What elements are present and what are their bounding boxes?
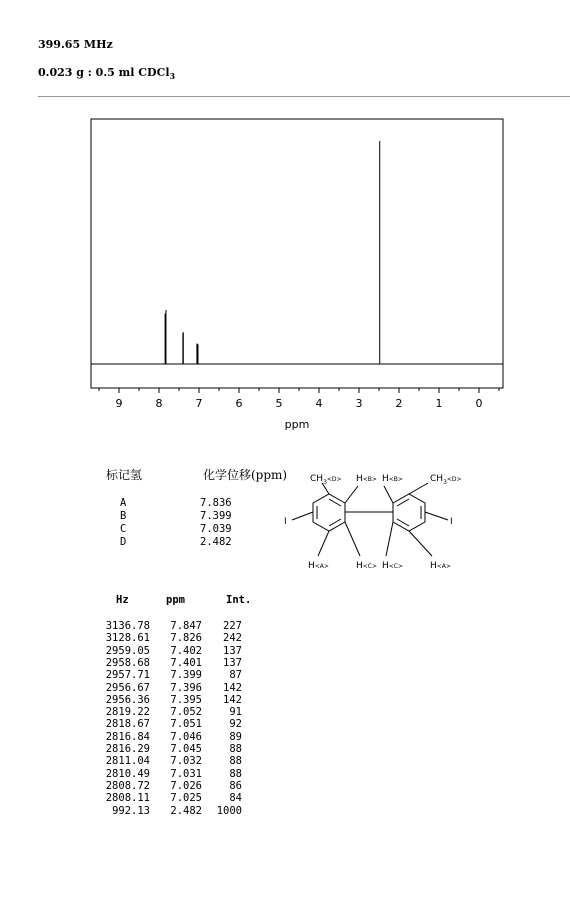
peak-int: 88 [229,755,242,768]
peak-table-row [98,694,242,706]
peak-table-row [98,682,242,694]
peak-hz: 992.13 [112,804,150,817]
peak-ppm: 7.402 [170,644,202,657]
peak-ppm: 7.401 [170,656,202,669]
peak-hz: 2958.68 [105,656,150,669]
structure-labels [284,474,462,571]
peak-ppm: 7.026 [170,779,202,792]
label-hc-left: H<C> [356,561,378,571]
bond-i-right [425,512,448,520]
peak-table-header-hz: Hz [116,594,129,606]
assignment-label-c: C [120,523,127,535]
peak-int: 89 [229,730,242,743]
x-tick-label-0: 0 [475,397,483,410]
peak-table-row [98,805,242,817]
assignment-label-b: B [120,510,127,522]
bond-hb-right [384,486,393,503]
peak-ppm: 7.826 [170,632,202,645]
peak-int: 88 [229,743,242,755]
peak-table-header-int: Int. [226,594,252,606]
x-axis-label: ppm [284,418,310,431]
peak-table-row [98,743,242,755]
peak-hz: 2811.04 [105,755,150,768]
assignment-header-label: 标记氢 [106,468,143,482]
label-hc-right: H<C> [382,561,404,571]
peak-ppm: 7.046 [170,730,202,743]
peak-table-row [98,718,242,730]
peak-int: 227 [223,620,242,632]
label-iodine-left: I [284,517,287,527]
peak-hz: 2956.36 [105,693,150,706]
peak-table-row [98,657,242,669]
peak-hz: 2957.71 [105,669,150,682]
label-hb-right: H<B> [382,474,403,484]
label-ha-right: H<A> [430,561,451,571]
peak-ppm: 7.399 [170,669,202,682]
peak-hz: 3136.78 [105,620,150,632]
bond-hb-left [345,486,358,503]
x-tick-label-7: 7 [195,397,203,410]
peak-ppm: 7.032 [170,755,202,768]
peak-int: 142 [223,693,242,706]
peak-int: 137 [223,656,242,669]
peak-ppm: 7.847 [170,620,202,632]
peak-ppm: 7.051 [170,718,202,731]
x-tick-label-6: 6 [235,397,243,410]
bond-ha-right [409,531,432,556]
peak-hz: 2808.72 [105,779,150,792]
peak-int: 137 [223,644,242,657]
sample-text: 0.023 g : 0.5 ml CDCl [38,66,170,79]
x-tick-label-3: 3 [355,397,363,410]
assignment-shift-a: 7.836 [200,497,232,509]
peak-int: 92 [229,718,242,731]
assignment-label-a: A [120,497,127,509]
peak-hz: 2810.49 [105,767,150,780]
sample-subscript: 3 [169,71,176,82]
assignment-shift-c: 7.039 [200,523,232,535]
label-iodine-right: I [450,517,453,527]
bond-i-left [292,512,313,520]
x-tick-label-8: 8 [155,397,163,410]
peak-ppm: 7.396 [170,681,202,694]
label-ch3-left: $CH_3^{<D>}$ [310,474,342,486]
label-ch3-right: $CH_3^{<D>}$ [430,474,462,486]
peak-table-row [98,645,242,657]
peak-ppm: 2.482 [170,804,202,817]
assignment-shift-d: 2.482 [200,536,232,548]
peak-int: 87 [229,669,242,682]
peak-hz: 2819.22 [105,706,150,719]
peak-int: 242 [223,632,242,645]
assignment-label-d: D [120,536,127,548]
ring-bonds [292,483,448,556]
peak-int: 84 [229,792,242,805]
bond-hc-right [386,522,393,556]
peak-table-row [98,768,242,780]
x-tick-label-4: 4 [315,397,323,410]
peak-hz: 2816.29 [105,743,150,755]
bond-ha-left [318,531,329,556]
peak-table-row [98,632,242,644]
bond-hc-left [345,522,360,556]
x-tick-label-1: 1 [435,397,443,410]
assignment-shift-b: 7.399 [200,510,232,522]
x-tick-label-9: 9 [115,397,123,410]
peak-table-row [98,620,242,632]
peak-int: 86 [229,779,242,792]
peak-hz: 3128.61 [105,632,150,645]
label-hb-left: H<B> [356,474,377,484]
peak-ppm: 7.025 [170,792,202,805]
bond-ch3-right [409,483,428,494]
peak-int: 1000 [216,804,242,817]
peak-ppm: 7.395 [170,693,202,706]
peak-ppm: 7.031 [170,767,202,780]
peak-hz: 2818.67 [105,718,150,731]
peak-ppm: 7.045 [170,743,202,755]
x-tick-label-2: 2 [395,397,403,410]
peak-hz: 2959.05 [105,644,150,657]
peak-hz: 2816.84 [105,730,150,743]
peak-int: 88 [229,767,242,780]
peak-ppm: 7.052 [170,706,202,719]
spectrometer-frequency: 399.65 MHz [38,38,113,51]
peak-int: 142 [223,681,242,694]
peak-table-row [98,792,242,804]
peak-hz: 2808.11 [105,792,150,805]
label-ha-left: H<A> [308,561,329,571]
peak-table-row [98,780,242,792]
peak-table-header-ppm: ppm [166,594,185,606]
peak-int: 91 [229,706,242,719]
peak-table-row [98,669,242,681]
x-tick-label-5: 5 [275,397,283,410]
peak-table-row [98,731,242,743]
peak-table-row [98,706,242,718]
peak-table-row [98,755,242,767]
assignment-header-shift: 化学位移(ppm) [203,468,288,482]
peak-hz: 2956.67 [105,681,150,694]
